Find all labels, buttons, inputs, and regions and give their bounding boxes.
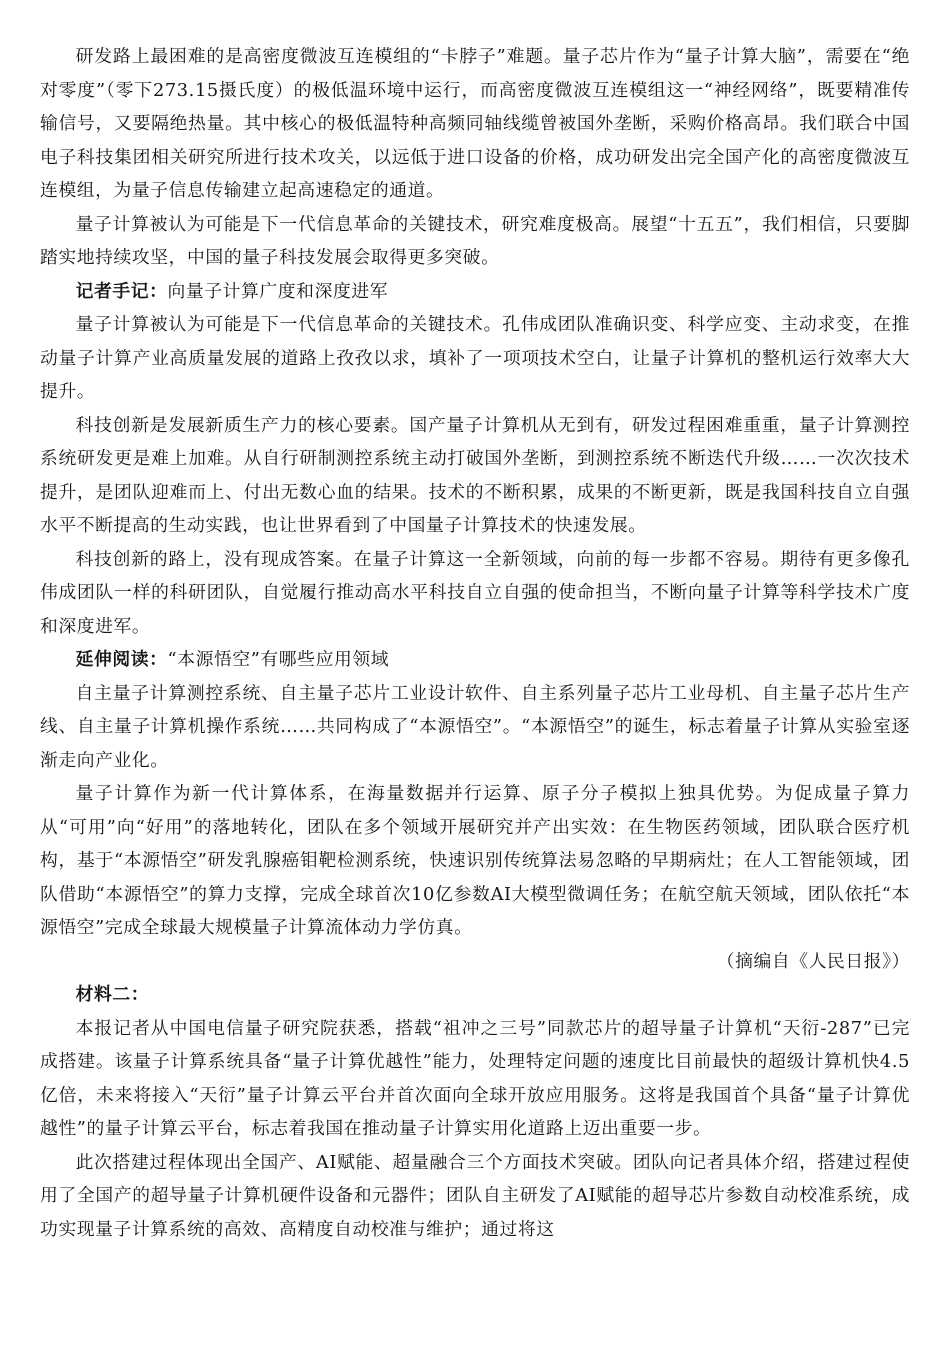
heading-text: 向量子计算广度和深度进军: [167, 280, 389, 302]
heading-text: “本源悟空”有哪些应用领域: [167, 649, 390, 670]
document-page: [40, 40, 910, 1246]
body-paragraph: 科技创新是发展新质生产力的核心要素。国产量子计算机从无到有，研发过程困难重重，量子计算测控系统研发更是难上加难。从自行研制测控系统主动打破国外垄断，到测控系统不断迭代升级……一次次技术提升，是团队迎难而上、付出无数心血的结果。技术的不断积累，成果的不断更新，既是我国科技自立自强水平不断提高的生动实践，也让世界看到了中国量子计算技术的快速发展。: [40, 414, 910, 536]
body-paragraph: 此次搭建过程体现出全国产、AI赋能、超量融合三个方面技术突破。团队向记者具体介绍，搭建过程使用了全国产的超导量子计算机硬件设备和元器件；团队自主研发了AI赋能的超导芯片参数自动校准系统，成功实现量子计算系统的高效、高精度自动校准与维护；通过将这: [40, 1151, 910, 1240]
body-paragraph: 量子计算作为新一代计算体系，在海量数据并行运算、原子分子模拟上独具优势。为促成量子算力从“可用”向“好用”的落地转化，团队在多个领域开展研究并产出实效：在生物医药领域，团队联合医疗机构，基于“本源悟空”研发乳腺癌钼靶检测系统，快速识别传统算法易忽略的早期病灶；在人工智能领域，团队借助“本源悟空”的算力支撑，完成全球首次10亿参数AI大模型微调任务；在航空航天领域，团队依托“本源悟空”完成全球最大规模量子计算流体动力学仿真。: [40, 783, 910, 938]
heading-label: 记者手记：: [75, 280, 168, 302]
heading-label: 材料二：: [75, 984, 150, 1005]
body-paragraph: 自主量子计算测控系统、自主量子芯片工业设计软件、自主系列量子芯片工业母机、自主量子芯片生产线、自主量子计算机操作系统……共同构成了“本源悟空”。“本源悟空”的诞生，标志着量子计算从实验室逐渐走向产业化。: [40, 682, 910, 771]
body-paragraph: 量子计算被认为可能是下一代信息革命的关键技术。孔伟成团队准确识变、科学应变、主动求变，在推动量子计算产业高质量发展的道路上孜孜以求，填补了一项项技术空白，让量子计算机的整机运行效率大大提升。: [40, 314, 910, 402]
body-paragraph: 研发路上最困难的是高密度微波互连模组的“卡脖子”难题。量子芯片作为“量子计算大脑”，需要在“绝对零度”（零下273.15摄氏度）的极低温环境中运行，而高密度微波互连模组这一“神经网络”，既要精准传输信号，又要隔绝热量。其中核心的极低温特种高频同轴线缆曾被国外垄断，采购价格高昂。我们联合中国电子科技集团相关研究所进行技术攻关，以远低于进口设备的价格，成功研发出完全国产化的高密度微波互连模组，为量子信息传输建立起高速稳定的通道。: [40, 46, 910, 201]
body-paragraph: 量子计算被认为可能是下一代信息革命的关键技术，研究难度极高。展望“十五五”，我们相信，只要脚踏实地持续攻坚，中国的量子科技发展会取得更多突破。: [40, 213, 910, 268]
body-paragraph: 科技创新的路上，没有现成答案。在量子计算这一全新领域，向前的每一步都不容易。期待有更多像孔伟成团队一样的科研团队，自觉履行推动高水平科技自立自强的使命担当，不断向量子计算等科学技术广度和深度进军。: [40, 548, 910, 637]
section-heading-material-two: [40, 978, 910, 1012]
heading-label: 延伸阅读：: [75, 649, 168, 670]
section-heading-reporter-notes: [40, 275, 910, 309]
body-paragraph: 本报记者从中国电信量子研究院获悉，搭载“祖冲之三号”同款芯片的超导量子计算机“天衍-287”已完成搭建。该量子计算系统具备“量子计算优越性”能力，处理特定问题的速度比目前最快的超级计算机快4.5亿倍，未来将接入“天衍”量子计算云平台并首次面向全球开放应用服务。这将是我国首个具备“量子计算优越性”的量子计算云平台，标志着我国在推动量子计算实用化道路上迈出重要一步。: [40, 1017, 910, 1139]
section-heading-extended-reading: [40, 643, 910, 677]
source-attribution: （摘编自《人民日报》）: [716, 950, 910, 972]
